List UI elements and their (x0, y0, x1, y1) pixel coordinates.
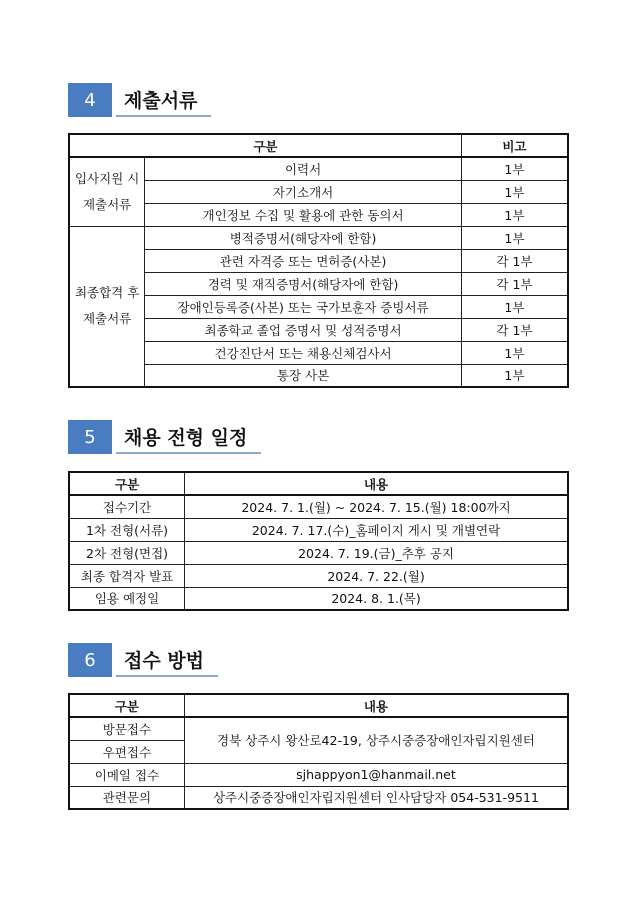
schedule-category: 임용 예정일 (69, 587, 185, 610)
table-row (69, 717, 568, 740)
schedule-content: 2024. 7. 17.(수)_홈페이지 게시 및 개별연락 (185, 518, 568, 541)
document-note: 1부 (461, 341, 568, 364)
document-note: 각 1부 (461, 272, 568, 295)
document-note: 1부 (461, 203, 568, 226)
table-header-row (69, 134, 568, 157)
table-row (69, 763, 568, 786)
header-note: 비고 (461, 134, 568, 157)
table-row (69, 157, 568, 180)
section-title: 채용 전형 일정 (116, 420, 261, 454)
table-header-row (69, 472, 568, 495)
method-inquiry: 상주시중증장애인자립지원센터 인사담당자 054-531-9511 (184, 786, 568, 809)
section-number: 6 (68, 643, 112, 677)
document-note: 1부 (461, 226, 568, 249)
document-item: 자기소개서 (145, 180, 462, 203)
group-category-label: 입사지원 시 제출서류 (74, 170, 140, 212)
table-row (69, 564, 568, 587)
schedule-table (68, 471, 569, 611)
document-note: 각 1부 (461, 318, 568, 341)
document-item: 건강진단서 또는 채용신체검사서 (145, 341, 462, 364)
document-item: 병적증명서(해당자에 한함) (145, 226, 462, 249)
group-category (69, 157, 145, 226)
table-row (69, 249, 568, 272)
documents-table (68, 133, 569, 388)
group-category-label: 최종합격 후 제출서류 (74, 285, 140, 327)
table-row (69, 786, 568, 809)
section-number: 4 (68, 83, 112, 117)
schedule-content: 2024. 7. 1.(월) ~ 2024. 7. 15.(월) 18:00까지 (185, 495, 568, 518)
schedule-category: 최종 합격자 발표 (69, 564, 185, 587)
document-item: 이력서 (145, 157, 462, 180)
table-row (69, 541, 568, 564)
table-row (69, 587, 568, 610)
method-address: 경북 상주시 왕산로42-19, 상주시중증장애인자립지원센터 (184, 717, 568, 763)
schedule-category: 접수기간 (69, 495, 185, 518)
document-note: 1부 (461, 295, 568, 318)
table-row (69, 226, 568, 249)
method-inquiry-label: 관련문의 (69, 786, 184, 809)
document-item: 경력 및 재직증명서(해당자에 한함) (145, 272, 462, 295)
section-number: 5 (68, 420, 112, 454)
table-row (69, 364, 568, 387)
section-title: 제출서류 (116, 83, 211, 117)
header-content: 내용 (184, 694, 568, 717)
table-row (69, 295, 568, 318)
schedule-content: 2024. 7. 22.(월) (185, 564, 568, 587)
section-heading-method (68, 643, 218, 677)
schedule-content: 2024. 8. 1.(목) (185, 587, 568, 610)
section-heading-documents (68, 83, 211, 117)
table-row (69, 495, 568, 518)
header-category: 구분 (69, 694, 184, 717)
schedule-content: 2024. 7. 19.(금)_추후 공지 (185, 541, 568, 564)
method-email: sjhappyon1@hanmail.net (184, 763, 568, 786)
header-category: 구분 (69, 472, 185, 495)
schedule-category: 1차 전형(서류) (69, 518, 185, 541)
table-header-row (69, 694, 568, 717)
document-item: 최종학교 졸업 증명서 및 성적증명서 (145, 318, 462, 341)
table-row (69, 272, 568, 295)
table-row (69, 518, 568, 541)
method-table (68, 693, 569, 810)
method-visit: 방문접수 (69, 717, 184, 740)
header-category: 구분 (69, 134, 461, 157)
document-note: 1부 (461, 364, 568, 387)
table-row (69, 180, 568, 203)
document-item: 관련 자격증 또는 면허증(사본) (145, 249, 462, 272)
document-note: 1부 (461, 180, 568, 203)
document-note: 1부 (461, 157, 568, 180)
method-mail: 우편접수 (69, 740, 184, 763)
section-heading-schedule (68, 420, 261, 454)
document-item: 통장 사본 (145, 364, 462, 387)
table-row (69, 203, 568, 226)
document-item: 장애인등록증(사본) 또는 국가보훈자 증빙서류 (145, 295, 462, 318)
header-content: 내용 (185, 472, 568, 495)
method-email-label: 이메일 접수 (69, 763, 184, 786)
document-note: 각 1부 (461, 249, 568, 272)
group-category (69, 226, 145, 387)
table-row (69, 341, 568, 364)
section-title: 접수 방법 (116, 643, 218, 677)
document-item: 개인정보 수집 및 활용에 관한 동의서 (145, 203, 462, 226)
table-row (69, 318, 568, 341)
schedule-category: 2차 전형(면접) (69, 541, 185, 564)
